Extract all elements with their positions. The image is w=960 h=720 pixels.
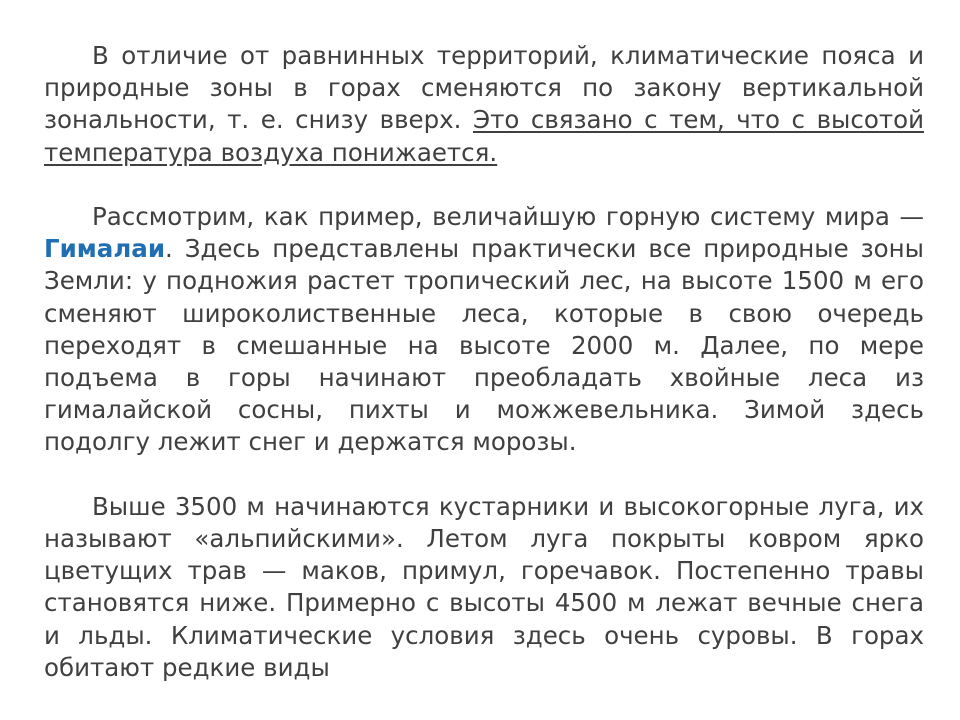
- underlined-sentence: Это связано с тем, что с высотой температура воздуха понижается.: [44, 105, 924, 167]
- paragraph-1-text: В отличие от равнинных территорий, климатические пояса и природные зоны в горах сменяются по закону вертикальной зональности, т. е. снизу вверх.: [44, 41, 924, 135]
- paragraph-vertical-zonality: [44, 40, 924, 169]
- document-page: [44, 40, 924, 684]
- paragraph-2-after: . Здесь представлены практически все природные зоны Земли: у подножия растет тропический лес, на высоте 1500 м его сменяют широколиственные леса, которые в свою очередь переходят в смешанные на высоте 2000 м. Далее, по мере подъема в горы начинают преобладать хвойные леса из гималайской сосны, пихты и можжевельника. Зимой здесь подолгу лежит снег и держатся морозы.: [44, 234, 924, 457]
- himalayas-term: Гималаи: [44, 234, 165, 264]
- paragraph-3-text: Выше 3500 м начинаются кустарники и высокогорные луга, их называют «альпийскими». Летом луга покрыты ковром ярко цветущих трав — маков, примул, горечавок. Постепенно травы становятся ниже. Примерно с высоты 4500 м лежат вечные снега и льды. Климатические условия здесь очень суровы. В горах обитают редкие виды: [44, 491, 924, 682]
- paragraph-2-before: Рассмотрим, как пример, величайшую горную систему мира —: [92, 202, 924, 231]
- paragraph-himalayas: [44, 201, 924, 459]
- paragraph-alpine-meadows: [44, 491, 924, 684]
